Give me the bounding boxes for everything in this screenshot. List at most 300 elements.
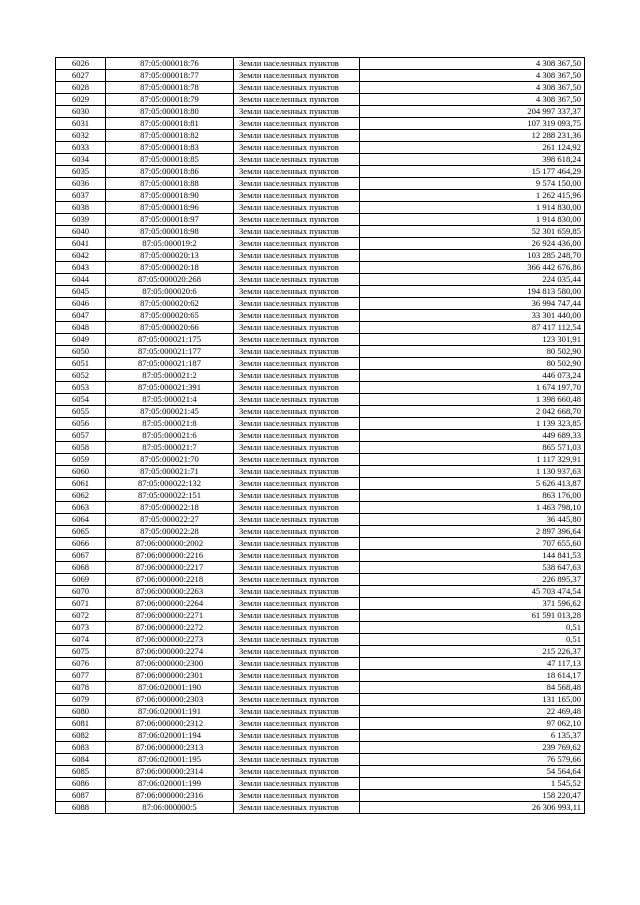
- row-number-cell: 6075: [56, 646, 106, 658]
- land-category-cell: Земли населенных пунктов: [234, 802, 360, 814]
- table-row: [56, 346, 585, 358]
- row-number-cell: 6088: [56, 802, 106, 814]
- cadastral-value-cell: 2 042 668,70: [360, 406, 585, 418]
- row-number-cell: 6073: [56, 622, 106, 634]
- cadastral-value-cell: 261 124,92: [360, 142, 585, 154]
- table-row: [56, 562, 585, 574]
- table-row: [56, 646, 585, 658]
- cadastral-number-cell: 87:05:000021:187: [106, 358, 234, 370]
- cadastral-number-cell: 87:06:020001:194: [106, 730, 234, 742]
- cadastral-number-cell: 87:06:000000:2218: [106, 574, 234, 586]
- row-number-cell: 6030: [56, 106, 106, 118]
- cadastral-value-cell: 87 417 112,54: [360, 322, 585, 334]
- row-number-cell: 6072: [56, 610, 106, 622]
- cadastral-number-cell: 87:06:000000:2312: [106, 718, 234, 730]
- cadastral-value-cell: 239 769,62: [360, 742, 585, 754]
- row-number-cell: 6065: [56, 526, 106, 538]
- row-number-cell: 6033: [56, 142, 106, 154]
- land-category-cell: Земли населенных пунктов: [234, 742, 360, 754]
- row-number-cell: 6039: [56, 214, 106, 226]
- land-category-cell: Земли населенных пунктов: [234, 766, 360, 778]
- row-number-cell: 6041: [56, 238, 106, 250]
- cadastral-number-cell: 87:06:000000:2316: [106, 790, 234, 802]
- cadastral-value-cell: 371 596,62: [360, 598, 585, 610]
- cadastral-value-cell: 1 914 830,00: [360, 214, 585, 226]
- cadastral-number-cell: 87:05:000020:65: [106, 310, 234, 322]
- cadastral-value-cell: 107 319 093,75: [360, 118, 585, 130]
- row-number-cell: 6055: [56, 406, 106, 418]
- table-row: [56, 658, 585, 670]
- table-row: [56, 130, 585, 142]
- table-row: [56, 94, 585, 106]
- row-number-cell: 6067: [56, 550, 106, 562]
- land-category-cell: Земли населенных пунктов: [234, 130, 360, 142]
- table-row: [56, 778, 585, 790]
- cadastral-value-cell: 0,51: [360, 634, 585, 646]
- row-number-cell: 6078: [56, 682, 106, 694]
- table-row: [56, 538, 585, 550]
- cadastral-value-cell: 54 564,64: [360, 766, 585, 778]
- cadastral-value-cell: 33 301 440,00: [360, 310, 585, 322]
- cadastral-value-cell: 1 674 197,70: [360, 382, 585, 394]
- row-number-cell: 6038: [56, 202, 106, 214]
- cadastral-number-cell: 87:05:000022:132: [106, 478, 234, 490]
- land-category-cell: Земли населенных пунктов: [234, 250, 360, 262]
- row-number-cell: 6044: [56, 274, 106, 286]
- land-category-cell: Земли населенных пунктов: [234, 598, 360, 610]
- cadastral-value-cell: 45 703 474,54: [360, 586, 585, 598]
- cadastral-number-cell: 87:05:000018:77: [106, 70, 234, 82]
- cadastral-number-cell: 87:06:000000:2264: [106, 598, 234, 610]
- table-row: [56, 442, 585, 454]
- cadastral-value-cell: 224 035,44: [360, 274, 585, 286]
- cadastral-number-cell: 87:06:020001:191: [106, 706, 234, 718]
- cadastral-number-cell: 87:05:000020:66: [106, 322, 234, 334]
- cadastral-number-cell: 87:06:000000:5: [106, 802, 234, 814]
- land-category-cell: Земли населенных пунктов: [234, 658, 360, 670]
- cadastral-number-cell: 87:05:000020:13: [106, 250, 234, 262]
- row-number-cell: 6087: [56, 790, 106, 802]
- table-row: [56, 802, 585, 814]
- cadastral-number-cell: 87:05:000018:88: [106, 178, 234, 190]
- table-row: [56, 382, 585, 394]
- cadastral-number-cell: 87:05:000018:81: [106, 118, 234, 130]
- cadastral-value-cell: 538 647,63: [360, 562, 585, 574]
- cadastral-number-cell: 87:05:000021:45: [106, 406, 234, 418]
- table-row: [56, 766, 585, 778]
- land-category-cell: Земли населенных пунктов: [234, 730, 360, 742]
- land-category-cell: Земли населенных пунктов: [234, 262, 360, 274]
- table-row: [56, 334, 585, 346]
- table-row: [56, 430, 585, 442]
- table-row: [56, 274, 585, 286]
- row-number-cell: 6031: [56, 118, 106, 130]
- cadastral-number-cell: 87:05:000018:83: [106, 142, 234, 154]
- land-category-cell: Земли населенных пунктов: [234, 190, 360, 202]
- table-row: [56, 742, 585, 754]
- table-row: [56, 502, 585, 514]
- cadastral-value-cell: 1 398 660,48: [360, 394, 585, 406]
- cadastral-value-cell: 1 545,52: [360, 778, 585, 790]
- cadastral-number-cell: 87:05:000021:177: [106, 346, 234, 358]
- table-row: [56, 394, 585, 406]
- cadastral-number-cell: 87:05:000020:6: [106, 286, 234, 298]
- cadastral-value-cell: 1 139 323,85: [360, 418, 585, 430]
- table-row: [56, 754, 585, 766]
- cadastral-value-cell: 9 574 150,00: [360, 178, 585, 190]
- cadastral-number-cell: 87:05:000020:268: [106, 274, 234, 286]
- land-category-cell: Земли населенных пунктов: [234, 478, 360, 490]
- cadastral-value-cell: 707 655,60: [360, 538, 585, 550]
- cadastral-number-cell: 87:05:000021:8: [106, 418, 234, 430]
- cadastral-number-cell: 87:06:000000:2300: [106, 658, 234, 670]
- row-number-cell: 6045: [56, 286, 106, 298]
- cadastral-value-cell: 194 813 580,00: [360, 286, 585, 298]
- cadastral-value-cell: 2 897 396,64: [360, 526, 585, 538]
- cadastral-value-cell: 36 994 747,44: [360, 298, 585, 310]
- row-number-cell: 6060: [56, 466, 106, 478]
- cadastral-number-cell: 87:06:000000:2271: [106, 610, 234, 622]
- cadastral-value-cell: 204 997 337,37: [360, 106, 585, 118]
- table-row: [56, 190, 585, 202]
- land-category-cell: Земли населенных пунктов: [234, 394, 360, 406]
- land-category-cell: Земли населенных пунктов: [234, 382, 360, 394]
- cadastral-value-cell: 61 591 013,28: [360, 610, 585, 622]
- cadastral-number-cell: 87:05:000022:27: [106, 514, 234, 526]
- land-category-cell: Земли населенных пунктов: [234, 286, 360, 298]
- table-row: [56, 514, 585, 526]
- table-row: [56, 490, 585, 502]
- row-number-cell: 6061: [56, 478, 106, 490]
- cadastral-number-cell: 87:05:000018:76: [106, 58, 234, 70]
- row-number-cell: 6076: [56, 658, 106, 670]
- table-row: [56, 82, 585, 94]
- row-number-cell: 6053: [56, 382, 106, 394]
- cadastral-number-cell: 87:05:000018:85: [106, 154, 234, 166]
- cadastral-value-cell: 226 895,37: [360, 574, 585, 586]
- land-category-cell: Земли населенных пунктов: [234, 538, 360, 550]
- cadastral-value-cell: 865 571,03: [360, 442, 585, 454]
- land-category-cell: Земли населенных пунктов: [234, 490, 360, 502]
- cadastral-value-cell: 84 568,48: [360, 682, 585, 694]
- row-number-cell: 6071: [56, 598, 106, 610]
- cadastral-number-cell: 87:06:020001:190: [106, 682, 234, 694]
- cadastral-value-cell: 97 062,10: [360, 718, 585, 730]
- land-category-cell: Земли населенных пунктов: [234, 442, 360, 454]
- land-category-cell: Земли населенных пунктов: [234, 370, 360, 382]
- table-row: [56, 142, 585, 154]
- row-number-cell: 6027: [56, 70, 106, 82]
- cadastral-value-cell: 5 626 413,87: [360, 478, 585, 490]
- cadastral-number-cell: 87:06:000000:2314: [106, 766, 234, 778]
- table-row: [56, 298, 585, 310]
- table-row: [56, 226, 585, 238]
- table-row: [56, 466, 585, 478]
- table-body: [56, 58, 585, 814]
- land-category-cell: Земли населенных пунктов: [234, 778, 360, 790]
- land-category-cell: Земли населенных пунктов: [234, 178, 360, 190]
- cadastral-number-cell: 87:06:000000:2263: [106, 586, 234, 598]
- table-row: [56, 358, 585, 370]
- cadastral-value-cell: 12 288 231,36: [360, 130, 585, 142]
- cadastral-value-cell: 446 073,24: [360, 370, 585, 382]
- row-number-cell: 6034: [56, 154, 106, 166]
- cadastral-value-cell: 4 308 367,50: [360, 70, 585, 82]
- cadastral-number-cell: 87:05:000021:175: [106, 334, 234, 346]
- row-number-cell: 6079: [56, 694, 106, 706]
- land-category-cell: Земли населенных пунктов: [234, 94, 360, 106]
- table-row: [56, 718, 585, 730]
- table-row: [56, 262, 585, 274]
- land-category-cell: Земли населенных пунктов: [234, 298, 360, 310]
- land-category-cell: Земли населенных пунктов: [234, 106, 360, 118]
- table-row: [56, 214, 585, 226]
- land-category-cell: Земли населенных пунктов: [234, 670, 360, 682]
- cadastral-number-cell: 87:06:000000:2216: [106, 550, 234, 562]
- row-number-cell: 6054: [56, 394, 106, 406]
- cadastral-number-cell: 87:06:000000:2272: [106, 622, 234, 634]
- cadastral-number-cell: 87:05:000021:4: [106, 394, 234, 406]
- table-row: [56, 70, 585, 82]
- land-category-cell: Земли населенных пунктов: [234, 754, 360, 766]
- table-row: [56, 322, 585, 334]
- row-number-cell: 6028: [56, 82, 106, 94]
- cadastral-number-cell: 87:05:000021:6: [106, 430, 234, 442]
- row-number-cell: 6057: [56, 430, 106, 442]
- row-number-cell: 6032: [56, 130, 106, 142]
- cadastral-value-cell: 449 689,33: [360, 430, 585, 442]
- cadastral-value-cell: 103 285 248,70: [360, 250, 585, 262]
- cadastral-value-cell: 22 469,48: [360, 706, 585, 718]
- cadastral-number-cell: 87:05:000022:18: [106, 502, 234, 514]
- table-row: [56, 670, 585, 682]
- land-category-cell: Земли населенных пунктов: [234, 322, 360, 334]
- cadastral-value-cell: 366 442 676,86: [360, 262, 585, 274]
- land-category-cell: Земли населенных пунктов: [234, 274, 360, 286]
- table-row: [56, 454, 585, 466]
- cadastral-value-cell: 26 306 993,11: [360, 802, 585, 814]
- cadastral-value-cell: 123 301,91: [360, 334, 585, 346]
- row-number-cell: 6037: [56, 190, 106, 202]
- cadastral-number-cell: 87:06:000000:2301: [106, 670, 234, 682]
- row-number-cell: 6049: [56, 334, 106, 346]
- row-number-cell: 6052: [56, 370, 106, 382]
- cadastral-value-cell: 1 130 937,63: [360, 466, 585, 478]
- table-row: [56, 526, 585, 538]
- cadastral-number-cell: 87:05:000018:79: [106, 94, 234, 106]
- cadastral-value-cell: 1 463 798,10: [360, 502, 585, 514]
- table-row: [56, 202, 585, 214]
- cadastral-value-cell: 863 176,00: [360, 490, 585, 502]
- cadastral-value-cell: 0,51: [360, 622, 585, 634]
- land-category-cell: Земли населенных пунктов: [234, 142, 360, 154]
- cadastral-number-cell: 87:06:000000:2303: [106, 694, 234, 706]
- land-category-cell: Земли населенных пунктов: [234, 586, 360, 598]
- land-category-cell: Земли населенных пунктов: [234, 226, 360, 238]
- row-number-cell: 6074: [56, 634, 106, 646]
- land-category-cell: Земли населенных пунктов: [234, 418, 360, 430]
- land-category-cell: Земли населенных пунктов: [234, 574, 360, 586]
- row-number-cell: 6086: [56, 778, 106, 790]
- cadastral-number-cell: 87:05:000021:391: [106, 382, 234, 394]
- cadastral-value-cell: 4 308 367,50: [360, 58, 585, 70]
- cadastral-value-cell: 80 502,90: [360, 358, 585, 370]
- land-category-cell: Земли населенных пунктов: [234, 430, 360, 442]
- row-number-cell: 6058: [56, 442, 106, 454]
- cadastral-value-cell: 15 177 464,29: [360, 166, 585, 178]
- table-row: [56, 58, 585, 70]
- cadastral-value-cell: 6 135,37: [360, 730, 585, 742]
- cadastral-number-cell: 87:05:000018:80: [106, 106, 234, 118]
- land-category-cell: Земли населенных пунктов: [234, 118, 360, 130]
- cadastral-value-cell: 398 618,24: [360, 154, 585, 166]
- cadastral-number-cell: 87:05:000018:78: [106, 82, 234, 94]
- cadastral-number-cell: 87:05:000018:82: [106, 130, 234, 142]
- cadastral-value-cell: 4 308 367,50: [360, 94, 585, 106]
- land-category-cell: Земли населенных пунктов: [234, 334, 360, 346]
- table-row: [56, 694, 585, 706]
- row-number-cell: 6062: [56, 490, 106, 502]
- land-category-cell: Земли населенных пунктов: [234, 622, 360, 634]
- table-row: [56, 634, 585, 646]
- table-row: [56, 730, 585, 742]
- table-row: [56, 118, 585, 130]
- row-number-cell: 6051: [56, 358, 106, 370]
- table-row: [56, 370, 585, 382]
- cadastral-number-cell: 87:05:000022:28: [106, 526, 234, 538]
- row-number-cell: 6026: [56, 58, 106, 70]
- cadastral-number-cell: 87:06:000000:2274: [106, 646, 234, 658]
- table-row: [56, 550, 585, 562]
- land-category-cell: Земли населенных пунктов: [234, 310, 360, 322]
- row-number-cell: 6070: [56, 586, 106, 598]
- cadastral-number-cell: 87:05:000018:98: [106, 226, 234, 238]
- row-number-cell: 6082: [56, 730, 106, 742]
- land-category-cell: Земли населенных пунктов: [234, 718, 360, 730]
- row-number-cell: 6046: [56, 298, 106, 310]
- row-number-cell: 6035: [56, 166, 106, 178]
- land-category-cell: Земли населенных пунктов: [234, 562, 360, 574]
- cadastral-value-cell: 36 445,80: [360, 514, 585, 526]
- land-category-cell: Земли населенных пунктов: [234, 682, 360, 694]
- row-number-cell: 6036: [56, 178, 106, 190]
- row-number-cell: 6077: [56, 670, 106, 682]
- row-number-cell: 6083: [56, 742, 106, 754]
- table-row: [56, 178, 585, 190]
- land-category-cell: Земли населенных пунктов: [234, 466, 360, 478]
- cadastral-value-cell: 26 924 436,00: [360, 238, 585, 250]
- cadastral-number-cell: 87:06:000000:2002: [106, 538, 234, 550]
- table-row: [56, 310, 585, 322]
- cadastral-number-cell: 87:05:000019:2: [106, 238, 234, 250]
- table-row: [56, 610, 585, 622]
- cadastral-number-cell: 87:06:020001:195: [106, 754, 234, 766]
- cadastral-value-cell: 4 308 367,50: [360, 82, 585, 94]
- cadastral-number-cell: 87:06:000000:2273: [106, 634, 234, 646]
- cadastral-number-cell: 87:05:000018:96: [106, 202, 234, 214]
- table-row: [56, 106, 585, 118]
- cadastral-number-cell: 87:06:020001:199: [106, 778, 234, 790]
- row-number-cell: 6043: [56, 262, 106, 274]
- row-number-cell: 6063: [56, 502, 106, 514]
- land-category-cell: Земли населенных пунктов: [234, 214, 360, 226]
- cadastral-number-cell: 87:05:000018:86: [106, 166, 234, 178]
- row-number-cell: 6042: [56, 250, 106, 262]
- cadastral-number-cell: 87:05:000021:7: [106, 442, 234, 454]
- row-number-cell: 6050: [56, 346, 106, 358]
- row-number-cell: 6064: [56, 514, 106, 526]
- table-row: [56, 682, 585, 694]
- cadastral-number-cell: 87:05:000022:151: [106, 490, 234, 502]
- table-row: [56, 154, 585, 166]
- land-category-cell: Земли населенных пунктов: [234, 58, 360, 70]
- cadastral-number-cell: 87:05:000018:97: [106, 214, 234, 226]
- table-row: [56, 238, 585, 250]
- cadastral-value-cell: 215 226,37: [360, 646, 585, 658]
- row-number-cell: 6080: [56, 706, 106, 718]
- cadastral-value-cell: 47 117,13: [360, 658, 585, 670]
- land-category-cell: Земли населенных пунктов: [234, 634, 360, 646]
- table-row: [56, 586, 585, 598]
- row-number-cell: 6085: [56, 766, 106, 778]
- cadastral-number-cell: 87:06:000000:2217: [106, 562, 234, 574]
- land-category-cell: Земли населенных пунктов: [234, 706, 360, 718]
- cadastral-value-cell: 131 165,00: [360, 694, 585, 706]
- land-category-cell: Земли населенных пунктов: [234, 70, 360, 82]
- cadastral-value-cell: 1 914 830,00: [360, 202, 585, 214]
- table-row: [56, 574, 585, 586]
- land-category-cell: Земли населенных пунктов: [234, 514, 360, 526]
- row-number-cell: 6047: [56, 310, 106, 322]
- row-number-cell: 6069: [56, 574, 106, 586]
- cadastral-number-cell: 87:05:000020:18: [106, 262, 234, 274]
- land-category-cell: Земли населенных пунктов: [234, 610, 360, 622]
- land-category-cell: Земли населенных пунктов: [234, 406, 360, 418]
- table-row: [56, 418, 585, 430]
- land-category-cell: Земли населенных пунктов: [234, 154, 360, 166]
- land-category-cell: Земли населенных пунктов: [234, 646, 360, 658]
- land-category-cell: Земли населенных пунктов: [234, 346, 360, 358]
- table-row: [56, 406, 585, 418]
- row-number-cell: 6066: [56, 538, 106, 550]
- cadastral-value-cell: 144 841,53: [360, 550, 585, 562]
- cadastral-value-cell: 158 220,47: [360, 790, 585, 802]
- cadastral-number-cell: 87:05:000020:62: [106, 298, 234, 310]
- cadastral-value-cell: 1 262 415,96: [360, 190, 585, 202]
- table-row: [56, 166, 585, 178]
- land-category-cell: Земли населенных пунктов: [234, 550, 360, 562]
- row-number-cell: 6056: [56, 418, 106, 430]
- cadastral-number-cell: 87:05:000021:71: [106, 466, 234, 478]
- cadastral-number-cell: 87:05:000018:90: [106, 190, 234, 202]
- cadastral-value-cell: 76 579,66: [360, 754, 585, 766]
- land-category-cell: Земли населенных пунктов: [234, 502, 360, 514]
- cadastral-value-cell: 80 502,90: [360, 346, 585, 358]
- table-row: [56, 706, 585, 718]
- land-category-cell: Земли населенных пунктов: [234, 82, 360, 94]
- land-category-cell: Земли населенных пунктов: [234, 790, 360, 802]
- land-category-cell: Земли населенных пунктов: [234, 238, 360, 250]
- row-number-cell: 6059: [56, 454, 106, 466]
- land-category-cell: Земли населенных пунктов: [234, 358, 360, 370]
- land-category-cell: Земли населенных пунктов: [234, 694, 360, 706]
- row-number-cell: 6084: [56, 754, 106, 766]
- table-row: [56, 286, 585, 298]
- table-row: [56, 598, 585, 610]
- row-number-cell: 6040: [56, 226, 106, 238]
- table-row: [56, 250, 585, 262]
- table-row: [56, 790, 585, 802]
